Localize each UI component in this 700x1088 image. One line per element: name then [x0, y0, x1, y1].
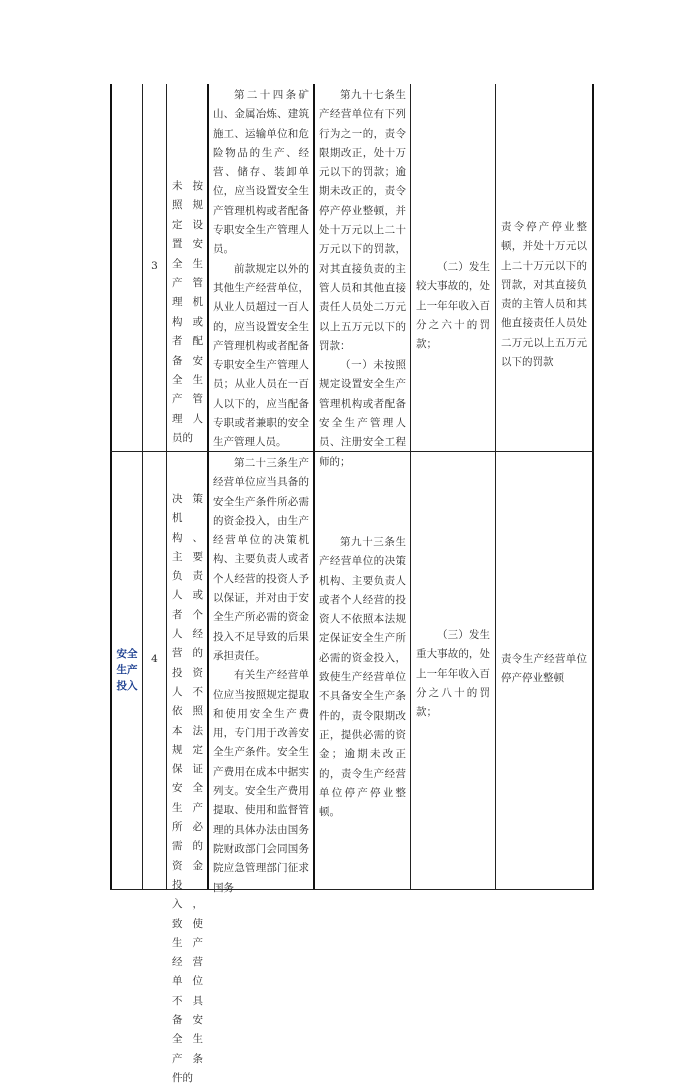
obligation-clause: [213, 86, 309, 453]
obligation-paragraph: 有关生产经营单位应当按照规定提取和使用安全生产费用，专门用于改善安全生产条件。安全生产费用在成本中据实列支。安全生产费用提取、使用和监督管理的具体办法由国务院财政部门会同国务院应急管理部门征求国务: [213, 669, 309, 894]
obligation-paragraph: 第二十四条矿山、金属冶炼、建筑施工、运输单位和危险物品的生产、经营、储存、装卸单位，应当设置安全生产管理机构或者配备专职安全生产管理人员。: [213, 89, 309, 256]
penalty-paragraph: （一）未按照规定设置安全生产管理机构或者配备安全生产管理人员、注册安全工程师的；: [319, 359, 406, 468]
obligation-clause: [213, 454, 309, 898]
column-divider-4: [313, 84, 315, 890]
table-border-right: [592, 84, 594, 890]
column-divider-5: [410, 84, 411, 890]
accident-penalty: （三）发生重大事故的，处上一年年收入百分之八十的罚款；: [416, 629, 490, 719]
obligation-paragraph: 第二十三条生产经营单位应当具备的安全生产条件所必需的资金投入，由生产经营单位的决策机构、主要负责人或者个人经营的投资人予以保证，并对由于安全生产所必需的资金投入不足导致的后果承担责任。: [213, 457, 309, 662]
accident-penalty: （二）发生较大事故的，处上一年年收入百分之六十的罚款；: [416, 261, 490, 351]
column-divider-2: [166, 84, 167, 890]
row-number: 3: [151, 260, 158, 272]
penalty-paragraph: 第九十七条生产经营单位有下列行为之一的，责令限期改正，处十万元以下的罚款；逾期未改正的，责令停产停业整顿，并处十万元以上二十万元以下的罚款，对其直接负责的主管人员和其他直接责任人员处二万元以上五万元以下的罚款：: [319, 89, 406, 352]
row-number: 4: [151, 653, 158, 665]
penalty-clause: [319, 86, 406, 472]
enforcement-measure: 责令生产经营单位停产停业整顿: [501, 653, 587, 685]
enforcement-measure: 责令停产停业整顿，并处十万元以上二十万元以下的罚款，对其直接负责的主管人员和其他直接责任人员处二万元以上五万元以下的罚款: [501, 221, 587, 369]
obligation-paragraph: 前款规定以外的其他生产经营单位，从业人员超过一百人的，应当设置安全生产管理机构或者配备专职安全生产管理人员；从业人员在一百人以下的，应当配备专职或者兼职的安全生产管理人员。: [213, 262, 309, 449]
penalty-clause: 第九十三条生产经营单位的决策机构、主要负责人或者个人经营的投资人不依照本法规定保证安全生产所必需的资金投入，致使生产经营单位不具备安全生产条件的，责令限期改正，提供必需的资金；逾期未改正的，责令生产经营单位停产停业整顿。: [319, 536, 406, 819]
column-divider-6: [495, 84, 496, 890]
column-divider-1: [142, 84, 143, 890]
table-border-left: [110, 84, 112, 890]
category-label: 安全生产投入: [116, 648, 138, 692]
column-divider-3: [207, 84, 209, 890]
violation-text: 未按照规定设置安全生产管理机构或者配备安全生产管理人员的: [172, 180, 203, 445]
violation-text: 决策机构、主要负责人或者个人经营的投资人不依照本法规定保证安全生产所必需的资金投入，致使生产经营单位不具备安全生产条件的: [172, 493, 203, 1084]
